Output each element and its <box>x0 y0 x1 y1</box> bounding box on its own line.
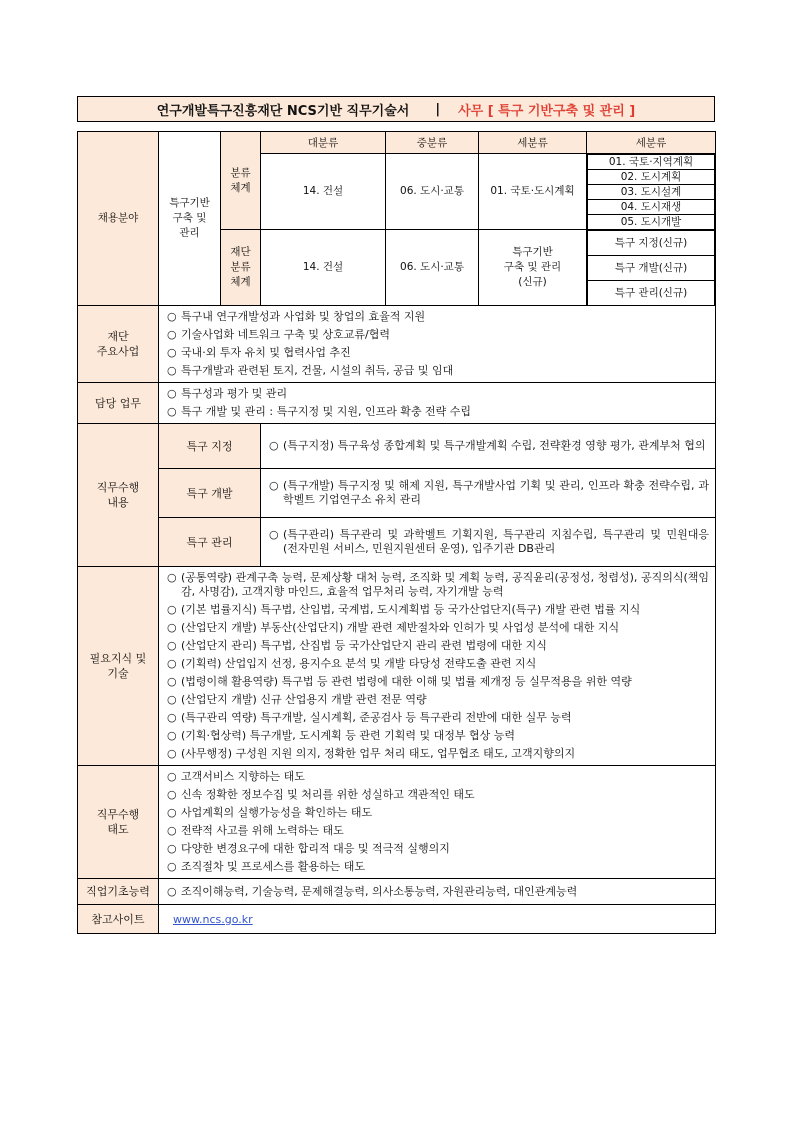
job-content-text: ○ (특구지정) 특구육성 종합계획 및 특구개발계획 수립, 전략환경 영향 평가, 관계부처 협의 <box>261 424 716 469</box>
foundation-detail-item: 특구 개발(신규) <box>588 256 715 281</box>
attitude-list <box>159 766 716 879</box>
knowledge-item: ○ (기획력) 산업입지 선정, 용지수요 분석 및 개발 타당성 전략도출 관련 지식 <box>167 657 537 670</box>
basic-skills-label: 직업기초능력 <box>78 879 159 905</box>
reference-link[interactable]: www.ncs.go.kr <box>173 912 253 926</box>
duties-list <box>159 383 716 424</box>
duty-item: ○ 특구 개발 및 관리 : 특구지정 및 지원, 인프라 확충 전략 수립 <box>167 405 472 418</box>
ncs-detail-item: 05. 도시개발 <box>588 215 715 230</box>
attitude-item: ○ 신속 정확한 정보수집 및 처리를 위한 성실하고 객관적인 태도 <box>167 788 475 801</box>
attitude-item: ○ 고객서비스 지향하는 태도 <box>167 770 305 783</box>
ncs-detail-item: 03. 도시설계 <box>588 185 715 200</box>
attitude-item: ○ 사업계획의 실행가능성을 확인하는 태도 <box>167 806 373 819</box>
header-middle-category: 중분류 <box>386 132 479 154</box>
knowledge-item: ○ (산업단지 관리) 특구법, 산집법 등 국가산업단지 관리 관련 법령에 대한 지식 <box>167 639 547 652</box>
knowledge-item: ○ (산업단지 개발) 신규 산업용지 개발 관련 전문 역량 <box>167 693 427 706</box>
main-business-item: ○ 특구개발과 관련된 토지, 건물, 시설의 취득, 공급 및 임대 <box>167 364 454 377</box>
main-business-item: ○ 국내·외 투자 유치 및 협력사업 추진 <box>167 346 351 359</box>
foundation-middle: 06. 도시·교통 <box>386 230 479 306</box>
title-main: 연구개발특구진흥재단 NCS기반 직무기술서 <box>156 103 410 119</box>
job-content-label: 직무수행 내용 <box>78 424 159 567</box>
ncs-detail-item: 01. 국토·지역계획 <box>588 155 715 170</box>
duty-item: ○ 특구성과 평가 및 관리 <box>167 387 288 400</box>
ncs-classification-label: 분류 체계 <box>221 132 261 230</box>
knowledge-item: ○ (기본 법률지식) 특구법, 산입법, 국계법, 도시계획법 등 국가산업단지(특구) 개발 관련 법률 지식 <box>167 603 641 616</box>
reference-cell <box>159 905 716 934</box>
job-content-name: 특구 지정 <box>159 424 261 469</box>
ncs-major: 14. 건설 <box>261 154 386 230</box>
attitude-item: ○ 전략적 사고를 위해 노력하는 태도 <box>167 824 344 837</box>
foundation-detail-item: 특구 관리(신규) <box>588 281 715 306</box>
foundation-major: 14. 건설 <box>261 230 386 306</box>
document-title <box>77 96 715 122</box>
knowledge-item: ○ (공통역량) 관계구축 능력, 문제상황 대처 능력, 조직화 및 계획 능력, 공직윤리(공정성, 청렴성), 공직의식(책임감, 사명감), 고객지향 마인드, 효율적 업무처리 능력, 자기개발 능력 <box>167 571 709 598</box>
main-business-item: ○ 특구내 연구개발성과 사업화 및 창업의 효율적 지원 <box>167 310 426 323</box>
knowledge-item: ○ (기획·협상력) 특구개발, 도시계획 등 관련 기획력 및 대정부 협상 능력 <box>167 729 515 742</box>
job-content-text: ○ (특구개발) 특구지정 및 해제 지원, 특구개발사업 기획 및 관리, 인프라 확충 전략수립, 과학벨트 기업연구소 유치 관리 <box>261 469 716 518</box>
attitude-item: ○ 조직절차 및 프로세스를 활용하는 태도 <box>167 860 366 873</box>
foundation-minor: 특구기반 구축 및 관리 (신규) <box>479 230 587 306</box>
job-name: 특구기반 구축 및 관리 <box>159 132 221 306</box>
job-content-name: 특구 개발 <box>159 469 261 518</box>
job-content-name: 특구 관리 <box>159 518 261 567</box>
knowledge-label: 필요지식 및 기술 <box>78 567 159 766</box>
main-business-label: 재단 주요사업 <box>78 306 159 383</box>
foundation-details <box>587 230 716 306</box>
header-minor-category: 세분류 <box>479 132 587 154</box>
knowledge-item: ○ (특구관리 역량) 특구개발, 실시계획, 준공검사 등 특구관리 전반에 대한 실무 능력 <box>167 711 572 724</box>
duties-label: 담당 업무 <box>78 383 159 424</box>
job-description-table <box>77 131 716 934</box>
attitude-item: ○ 다양한 변경요구에 대한 합리적 대응 및 적극적 실행의지 <box>167 842 450 855</box>
employment-field-label: 채용분야 <box>78 132 159 306</box>
knowledge-list <box>159 567 716 766</box>
title-separator: | <box>435 101 441 117</box>
knowledge-item: ○ (산업단지 개발) 부동산(산업단지) 개발 관련 제반절차와 인허가 및 사업성 분석에 대한 지식 <box>167 621 620 634</box>
ncs-details <box>587 154 716 230</box>
knowledge-item: ○ (법령이해 활용역량) 특구법 등 관련 법령에 대한 이해 및 법률 제개정 등 실무적용을 위한 역량 <box>167 675 632 688</box>
ncs-middle: 06. 도시·교통 <box>386 154 479 230</box>
reference-label: 참고사이트 <box>78 905 159 934</box>
basic-skills-cell: ○ 조직이해능력, 기술능력, 문제해결능력, 의사소통능력, 자원관리능력, 대인관계능력 <box>159 879 716 905</box>
ncs-minor: 01. 국토·도시계획 <box>479 154 587 230</box>
ncs-detail-item: 02. 도시계획 <box>588 170 715 185</box>
foundation-classification-label: 재단 분류 체계 <box>221 230 261 306</box>
job-content-text: ○ (특구관리) 특구관리 및 과학벨트 기획지원, 특구관리 지침수립, 특구관리 및 민원대응 (전자민원 서비스, 민원지원센터 운영), 입주기관 DB관리 <box>261 518 716 567</box>
foundation-detail-item: 특구 지정(신규) <box>588 231 715 256</box>
attitude-label: 직무수행 태도 <box>78 766 159 879</box>
main-business-item: ○ 기술사업화 네트워크 구축 및 상호교류/협력 <box>167 328 390 341</box>
header-major-category: 대분류 <box>261 132 386 154</box>
ncs-detail-item: 04. 도시재생 <box>588 200 715 215</box>
knowledge-item: ○ (사무행정) 구성원 지원 의지, 정확한 업무 처리 태도, 업무협조 태도, 고객지향의지 <box>167 747 576 760</box>
title-job-category: 사무 [ 특구 기반구축 및 관리 ] <box>458 103 636 119</box>
header-detail-category: 세분류 <box>587 132 716 154</box>
main-business-list <box>159 306 716 383</box>
